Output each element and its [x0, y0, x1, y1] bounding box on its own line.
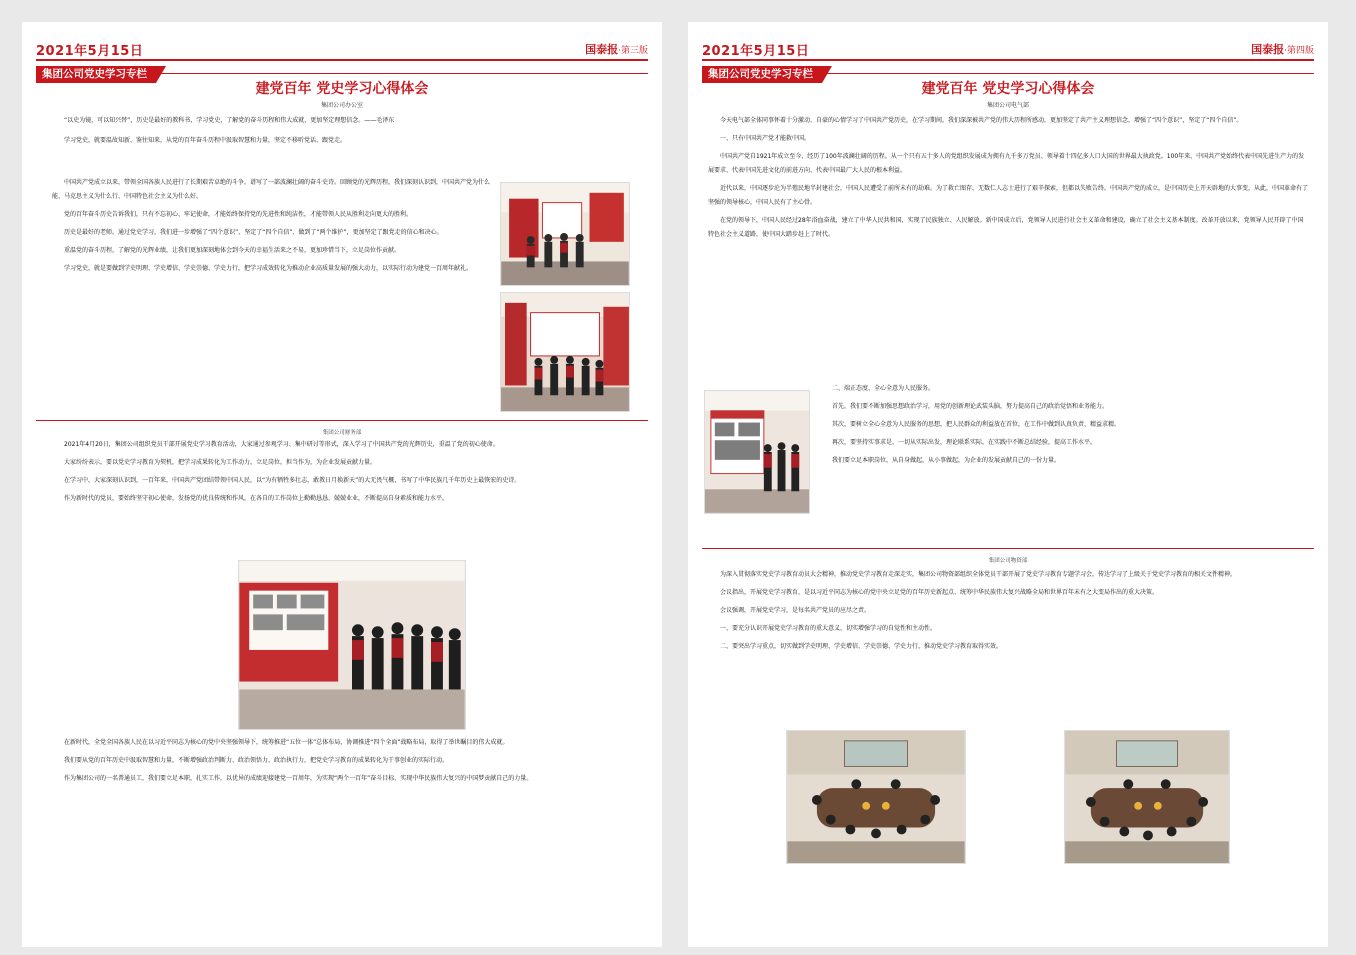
issue-date: 2021年5月15日	[702, 44, 810, 59]
body-paragraph: 学习党史，就是要做到学史明理、学史增信、学史崇德、学史力行，把学习成效转化为推动企业高质量发展的强大动力，以实际行动为建党一百周年献礼。	[64, 265, 473, 272]
header-rule	[36, 59, 648, 61]
body-paragraph: 二、要突出学习重点，切实做到学史明理、学史增信、学史崇德、学史力行，推动党史学习教育取得实效。	[720, 643, 1003, 650]
body-paragraph: 今天电气部全体同事怀着十分激动、自豪的心情学习了中国共产党历史，在学习期间，我们深深被共产党的伟大历程所感动，更加坚定了共产主义理想信念，增强了“四个意识”，坚定了“四个自信”。	[720, 117, 1243, 124]
body-paragraph: 再次，要坚持实事求是，一切从实际出发，理论联系实际，在实践中不断总结经验，提高工作水平。	[832, 439, 1097, 446]
photo-exhibition-3	[704, 390, 810, 514]
article-body-3	[708, 568, 1308, 724]
body-paragraph: 我们要从党的百年历史中汲取智慧和力量，不断增强政治判断力、政治领悟力、政治执行力，把党史学习教育的成果转化为干事创业的实际行动。	[64, 757, 449, 764]
article-title: 建党百年 党史学习心得体会	[921, 81, 1095, 97]
body-paragraph: 会议强调，开展党史学习，是每名共产党员的应尽之责。	[720, 607, 871, 614]
paper-name: 国泰报·第三版	[585, 43, 648, 56]
body-paragraph: 历史是最好的老师。通过党史学习，我们进一步增强了“四个意识”、坚定了“四个自信”、做到了“两个维护”，更加坚定了跟党走的信心和决心。	[64, 229, 443, 236]
newspaper-page-left	[22, 22, 662, 947]
body-paragraph: 其次，要树立全心全意为人民服务的思想，把人民群众的利益放在首位，在工作中做到认真负责、精益求精。	[832, 421, 1121, 428]
body-paragraph: 我们要立足本职岗位，从自身做起，从小事做起，为企业的发展贡献自己的一份力量。	[832, 457, 1061, 464]
section-byline: 集团公司财务部	[322, 430, 362, 436]
body-paragraph: 2021年4月20日，集团公司组织党员干部开展党史学习教育活动，大家通过参观学习、集中研讨等形式，深入学习了中国共产党的光辉历史，重温了党的初心使命。	[64, 441, 499, 448]
body-paragraph: 中国共产党自1921年成立至今，经历了100年波澜壮阔的历程。从一个只有五十多人的党组织发展成为拥有九千多万党员、领导着十四亿多人口大国的世界最大执政党。100年来，中国共产党始终代表中国先进生产力的发展要求、代表中国先进文化的前进方向、代表中国最广大人民的根本利益。	[708, 153, 1305, 174]
tab-rule	[822, 73, 1314, 74]
body-paragraph: 在新时代，全党全国各族人民在以习近平同志为核心的党中央坚强领导下，统筹推进“五位一体”总体布局，协调推进“四个全面”战略布局，取得了举世瞩目的伟大成就。	[64, 739, 509, 746]
lead-quote: “以史为镜，可以知兴替”，历史是最好的教科书，学习党史，了解党的奋斗历程和伟大成就，更加坚定理想信念。——毛泽东	[64, 117, 395, 124]
article-title: 建党百年 党史学习心得体会	[255, 81, 429, 97]
article-body-2	[820, 382, 1308, 542]
edition-label: ·第三版	[618, 46, 648, 56]
body-paragraph: 大家纷纷表示，要以党史学习教育为契机，把学习成果转化为工作动力，立足岗位，担当作为，为企业发展贡献力量。	[64, 459, 377, 466]
paper-name: 国泰报·第四版	[1251, 43, 1314, 56]
newspaper-page-right	[688, 22, 1328, 947]
study-group-photo-image	[239, 561, 465, 729]
body-paragraph: 首先，我们要不断加强思想政治学习，用党的创新理论武装头脑，努力提高自己的政治觉悟和业务能力。	[832, 403, 1109, 410]
section-divider	[36, 420, 648, 426]
edition-label: ·第四版	[1284, 46, 1314, 56]
body-paragraph: 为深入贯彻落实党史学习教育动员大会精神，推动党史学习教育走深走实，集团公司物资部组织全体党员干部开展了党史学习教育专题学习会，传达学习了上级关于党史学习教育的相关文件精神。	[720, 571, 1237, 578]
body-paragraph: 在党的领导下，中国人民经过28年浴血奋战，建立了中华人民共和国，实现了民族独立、人民解放。新中国成立后，党领导人民进行社会主义革命和建设，确立了社会主义基本制度。改革开放以来，党领导人民开辟了中国特色社会主义道路，使中国大踏步赶上了时代。	[708, 217, 1304, 238]
section-divider	[702, 548, 1314, 554]
body-paragraph: 在学习中，大家深刻认识到，一百年来，中国共产党团结带领中国人民，以“为有牺牲多壮志，敢教日月换新天”的大无畏气概，书写了中华民族几千年历史上最恢宏的史诗。	[64, 477, 521, 484]
body-paragraph: 党的百年奋斗历史告诉我们，只有不忘初心、牢记使命，才能始终保持党的先进性和纯洁性，才能带领人民从胜利走向更大的胜利。	[64, 211, 413, 218]
article-byline: 集团公司电气部	[986, 102, 1029, 109]
body-paragraph: 会议指出，开展党史学习教育，是以习近平同志为核心的党中央立足党的百年历史新起点、统筹中华民族伟大复兴战略全局和世界百年未有之大变局作出的重大决策。	[720, 589, 1159, 596]
photo-exhibition-1	[500, 182, 630, 286]
photo-exhibition-2	[500, 292, 630, 412]
column-tab: 集团公司党史学习专栏	[36, 66, 156, 83]
photo-study-group	[238, 560, 466, 730]
exhibition-photo-image	[501, 183, 629, 285]
article-body-1	[52, 176, 497, 416]
article-body-1	[708, 114, 1308, 384]
article-lead	[52, 114, 652, 176]
body-paragraph: 中国共产党成立以来，带领全国各族人民进行了长期艰苦卓绝的斗争，谱写了一部波澜壮阔的奋斗史诗。回顾党的光辉历程，我们深刻认识到，中国共产党为什么能、马克思主义为什么行、中国特色社会主义为什么好。	[52, 179, 491, 200]
meeting-photo-image	[787, 731, 965, 863]
header-rule	[702, 59, 1314, 61]
photo-meeting-1	[786, 730, 966, 864]
body-paragraph: 一、要充分认识开展党史学习教育的重大意义，切实增强学习的自觉性和主动性。	[720, 625, 937, 632]
article-body-3	[52, 736, 652, 922]
section-heading: 一、只有中国共产党才能救中国。	[720, 135, 811, 142]
body-paragraph: 作为集团公司的一名普通员工，我们要立足本职，扎实工作，以优异的成绩迎接建党一百周年，为实现“两个一百年”奋斗目标、实现中华民族伟大复兴的中国梦贡献自己的力量。	[64, 775, 533, 782]
section-heading: 二、端正态度、全心全意为人民服务。	[832, 385, 935, 392]
meeting-photo-image	[1065, 731, 1229, 863]
page-header	[36, 40, 648, 60]
body-paragraph: 近代以来，中国逐步沦为半殖民地半封建社会，中国人民遭受了前所未有的劫难。为了救亡图存，无数仁人志士进行了艰辛探索，但都以失败告终。中国共产党的成立，是中国历史上开天辟地的大事变，从此，中国革命有了坚强的领导核心，中国人民有了主心骨。	[708, 185, 1308, 206]
exhibition-photo-image	[705, 391, 809, 513]
article-body-2	[52, 438, 652, 558]
tab-rule	[156, 73, 648, 74]
photo-meeting-2	[1064, 730, 1230, 864]
exhibition-photo-image	[501, 293, 629, 411]
body-paragraph: 作为新时代的党员，要始终坚守初心使命，发扬党的优良传统和作风，在各自的工作岗位上勤勤恳恳、兢兢业业，不断提高自身素质和能力水平。	[64, 495, 449, 502]
column-tab: 集团公司党史学习专栏	[702, 66, 822, 83]
section-byline: 集团公司物资部	[988, 558, 1028, 564]
body-paragraph: 重温党的奋斗历程，了解党的光辉业绩，让我们更加深刻地体会到今天的幸福生活来之不易，更加珍惜当下，立足岗位作贡献。	[64, 247, 401, 254]
issue-date: 2021年5月15日	[36, 44, 144, 59]
article-byline: 集团公司办公室	[320, 102, 363, 109]
lead-paragraph: 学习党史，就要温故知新、鉴往知来，从党的百年奋斗历程中汲取智慧和力量，坚定不移听党话、跟党走。	[64, 137, 347, 144]
page-header	[702, 40, 1314, 60]
